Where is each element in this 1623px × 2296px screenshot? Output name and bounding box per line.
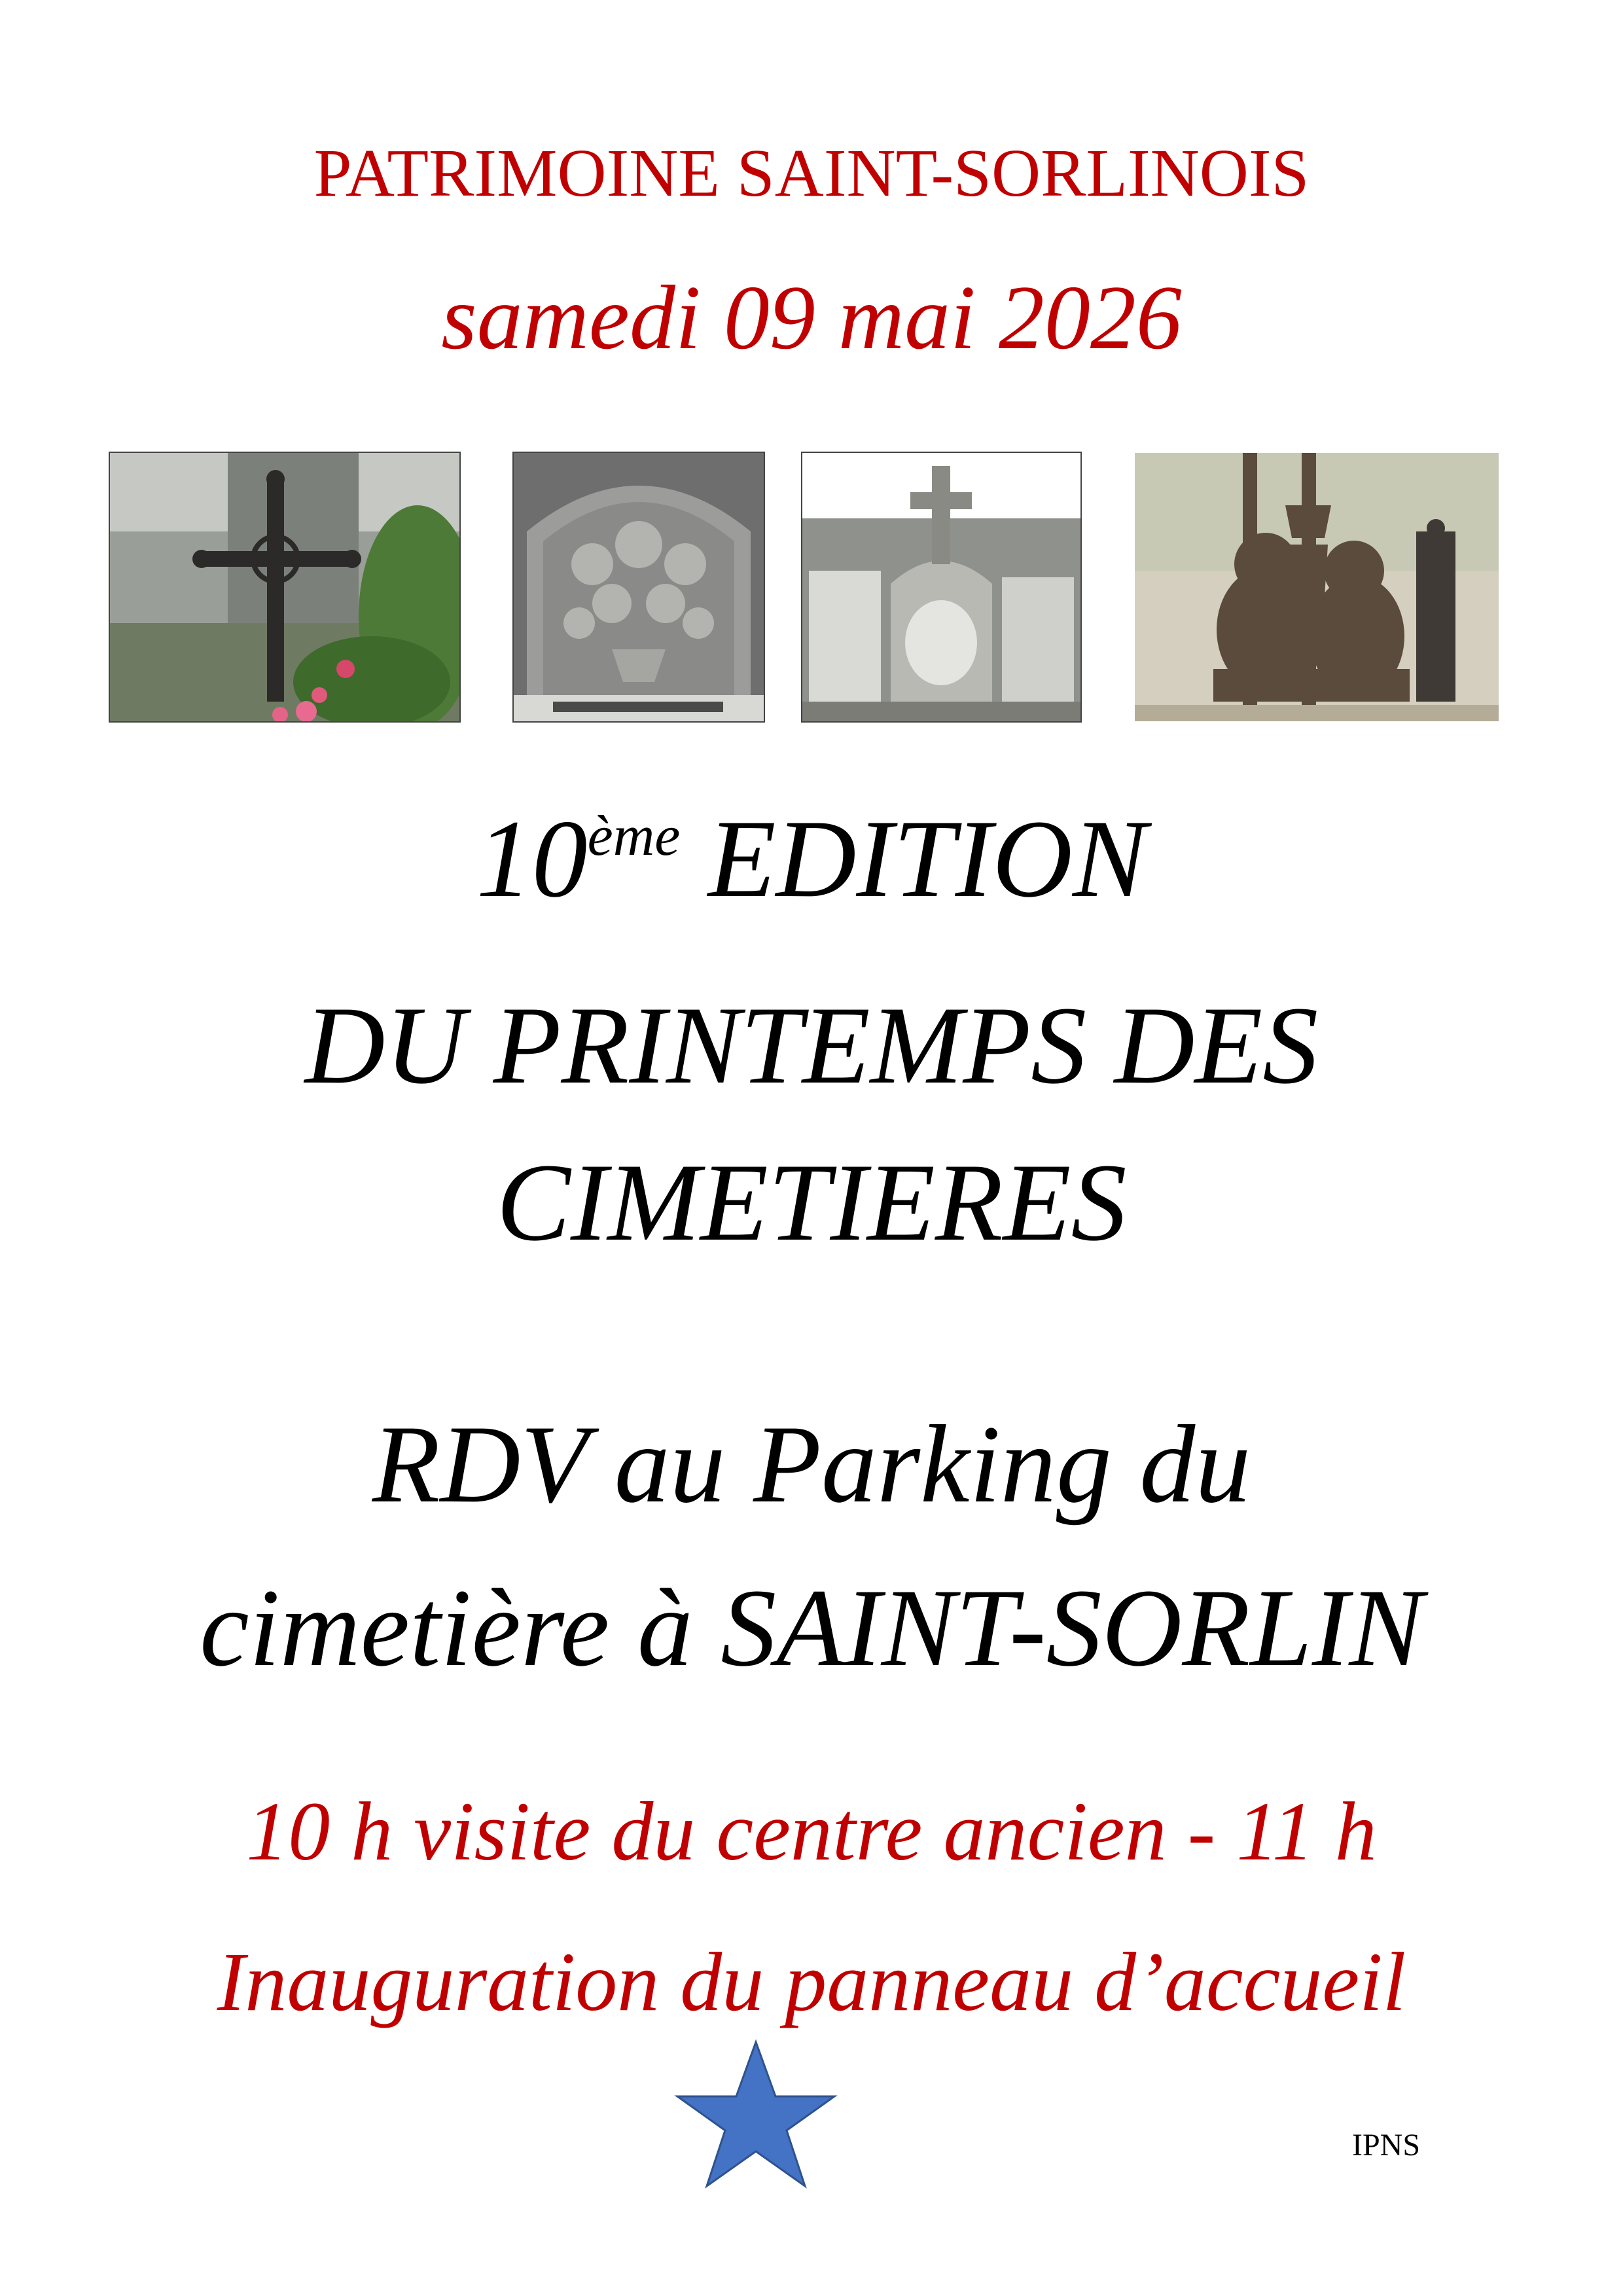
title-line-cimetieres: CIMETIERES	[496, 1141, 1127, 1264]
ipns-mark: IPNS	[1352, 2128, 1421, 2162]
title-line-printemps: DU PRINTEMPS DES	[304, 984, 1319, 1107]
edition-number: 10	[476, 797, 588, 920]
event-date: samedi 09 mai 2026	[441, 267, 1182, 368]
photo-carved-flower-stone	[512, 452, 765, 723]
schedule-line-1: 10 h visite du centre ancien - 11 h	[246, 1785, 1377, 1878]
edition-suffix: ème	[587, 804, 681, 868]
photo-tombstones	[801, 452, 1082, 723]
photo-cast-iron-cherubs	[1133, 452, 1500, 723]
edition-title	[0, 795, 1623, 923]
organization-name: PATRIMOINE SAINT-SORLINOIS	[313, 135, 1310, 211]
edition-word: EDITION	[680, 797, 1147, 920]
meeting-line-1: RDV au Parking du	[372, 1403, 1251, 1526]
meeting-line-2: cimetière à SAINT-SORLIN	[200, 1566, 1423, 1689]
photo-iron-cross	[109, 452, 461, 723]
schedule-line-2: Inauguration du panneau d’accueil	[217, 1935, 1406, 2028]
star-icon	[674, 2039, 838, 2189]
